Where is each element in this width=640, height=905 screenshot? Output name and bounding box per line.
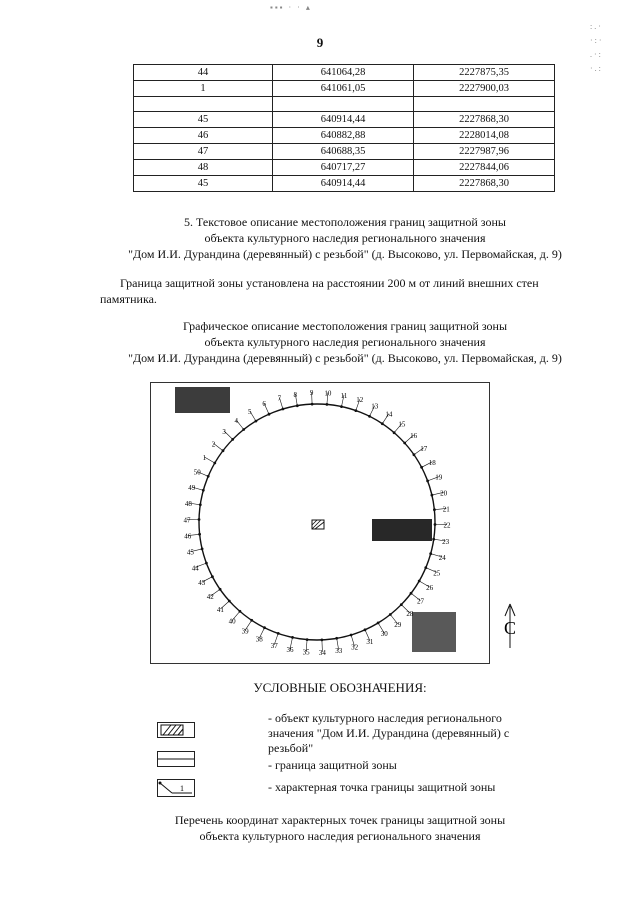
point-label: 34 [318,648,326,657]
point-label: 25 [433,569,441,578]
table-row [134,65,555,81]
legend-item1-line1: - объект культурного наследия регионального [268,711,502,725]
table-row [134,160,555,176]
table-cell: 2227844,06 [414,160,555,176]
table-cell: 47 [134,144,273,160]
point-label: 41 [216,606,224,614]
point-label: 9 [309,389,314,398]
point-label: 38 [255,635,263,644]
boundary-point [255,420,258,423]
point-label: 22 [443,521,451,530]
point-label: 1 [202,454,207,462]
boundary-point [424,566,427,569]
point-label: 6 [262,400,266,409]
point-label: 29 [394,620,402,629]
legend-heritage-symbol [157,722,195,738]
point-label: 33 [335,647,343,656]
table-cell: 640914,44 [273,176,414,192]
point-label: 8 [293,390,298,399]
table-cell: 45 [134,176,273,192]
table-cell: 45 [134,112,273,128]
point-label: 10 [324,389,332,398]
table-cell: 2227868,30 [414,112,555,128]
section5-line3: "Дом И.И. Дурандина (деревянный) с резьбой" (д. Высоково, ул. Первомайская, д. 9) [128,247,562,261]
footer-heading [110,812,570,844]
point-label: 5 [247,407,252,416]
table-row [134,144,555,160]
point-label: 50 [193,468,201,477]
scan-blotch [175,387,230,413]
point-label: 47 [183,516,191,525]
boundary-paragraph [100,275,600,307]
table-cell: 2227875,35 [414,65,555,81]
point-label: 39 [241,627,249,636]
point-label: 7 [277,394,282,403]
table-cell: 640882,88 [273,128,414,144]
point-label: 12 [356,396,364,405]
table-cell: 641061,05 [273,81,414,97]
point-label: 32 [351,643,359,652]
table-cell [134,97,273,112]
table-cell: 48 [134,160,273,176]
page-number: 9 [316,35,324,50]
table-row [134,128,555,144]
table-row [134,81,555,97]
scan-noise-right: :.· ·:· .·: ·.: [590,22,604,73]
legend-item-point: - характерная точка границы защитной зоны [268,780,496,794]
graphic-desc-line2: объекта культурного наследия регионального значения [204,335,486,349]
boundary-line2: памятника. [100,292,157,306]
point-label: 26 [426,584,434,592]
legend-title: УСЛОВНЫЕ ОБОЗНАЧЕНИЯ: [253,680,427,695]
table-cell: 44 [134,65,273,81]
point-label: 35 [302,648,310,657]
scan-noise-top: ▪▪▪ · · ▴ [270,3,312,12]
point-label: 15 [398,420,406,429]
point-label: 48 [184,500,192,508]
point-label: 21 [442,505,450,514]
legend-item1-line2: значения "Дом И.И. Дурандина (деревянный) с [268,726,510,740]
table-cell [414,97,555,112]
scan-blotch [412,612,456,652]
boundary-point [211,575,214,578]
point-label: 28 [406,610,414,618]
point-label: 27 [417,597,424,606]
zone-diagram [150,382,517,664]
table-cell: 2227987,96 [414,144,555,160]
table-cell: 46 [134,128,273,144]
legend-point-symbol [157,779,195,797]
point-label: 42 [206,593,214,602]
point-label: 46 [184,532,192,541]
boundary-point [263,626,266,629]
point-label: 18 [428,458,436,467]
section5-line1: 5. Текстовое описание местоположения границ защитной зоны [184,215,506,229]
scan-blotch [372,519,432,541]
table-cell: 2227868,30 [414,176,555,192]
table-row [134,176,555,192]
table-cell [273,97,414,112]
legend-boundary-symbol [157,751,195,767]
graphic-desc-line1: Графическое описание местоположения границ защитной зоны [182,319,508,333]
north-arrow [504,382,516,648]
section5-heading [110,214,580,262]
point-label: 23 [442,538,450,546]
boundary-point [354,409,357,412]
point-label: 11 [340,391,348,400]
point-label: 13 [371,402,379,411]
point-label: 44 [191,564,199,573]
table-cell: 640717,27 [273,160,414,176]
section5-line2: объекта культурного наследия регионального значения [204,231,486,245]
table-row [134,112,555,128]
point-label: 49 [188,484,196,492]
boundary-point [268,413,271,416]
table-cell: 2228014,08 [414,128,555,144]
boundary-line1: Граница защитной зоны установлена на расстоянии 200 м от линий внешних стен [120,276,539,290]
graphic-description-heading [110,318,580,366]
north-symbol: С [503,618,517,638]
point-label: 40 [228,617,236,626]
point-label: 36 [286,646,294,655]
footer-line2: объекта культурного наследия регионального значения [199,829,481,843]
point-label: 4 [234,417,239,426]
point-label: 14 [385,410,393,419]
point-label: 43 [198,579,206,588]
point-label: 31 [366,637,374,646]
table-cell: 2227900,03 [414,81,555,97]
boundary-point [207,475,210,478]
point-label: 16 [410,432,418,440]
point-label: 45 [186,548,194,557]
legend-item-boundary: - граница защитной зоны [268,758,397,772]
boundary-point [205,562,208,565]
table-row [134,97,555,112]
point-label: 19 [435,473,443,482]
point-label: 24 [438,554,446,562]
point-label: 3 [222,428,226,436]
point-label: 2 [211,440,216,449]
coordinates-table [133,64,555,192]
point-label: 37 [270,641,278,650]
table-cell: 640688,35 [273,144,414,160]
legend-item-heritage [268,711,538,756]
point-label: 20 [440,489,448,498]
footer-line1: Перечень координат характерных точек границы защитной зоны [174,813,506,827]
point-label: 30 [380,630,388,639]
graphic-desc-line3: "Дом И.И. Дурандина (деревянный) с резьбой" (д. Высоково, ул. Первомайская, д. 9) [128,351,562,365]
point-label: 17 [420,444,428,453]
table-cell: 640914,44 [273,112,414,128]
legend-point-label: 1 [180,784,184,793]
table-cell: 1 [134,81,273,97]
table-cell: 641064,28 [273,65,414,81]
legend-item1-line3: резьбой" [268,741,314,755]
